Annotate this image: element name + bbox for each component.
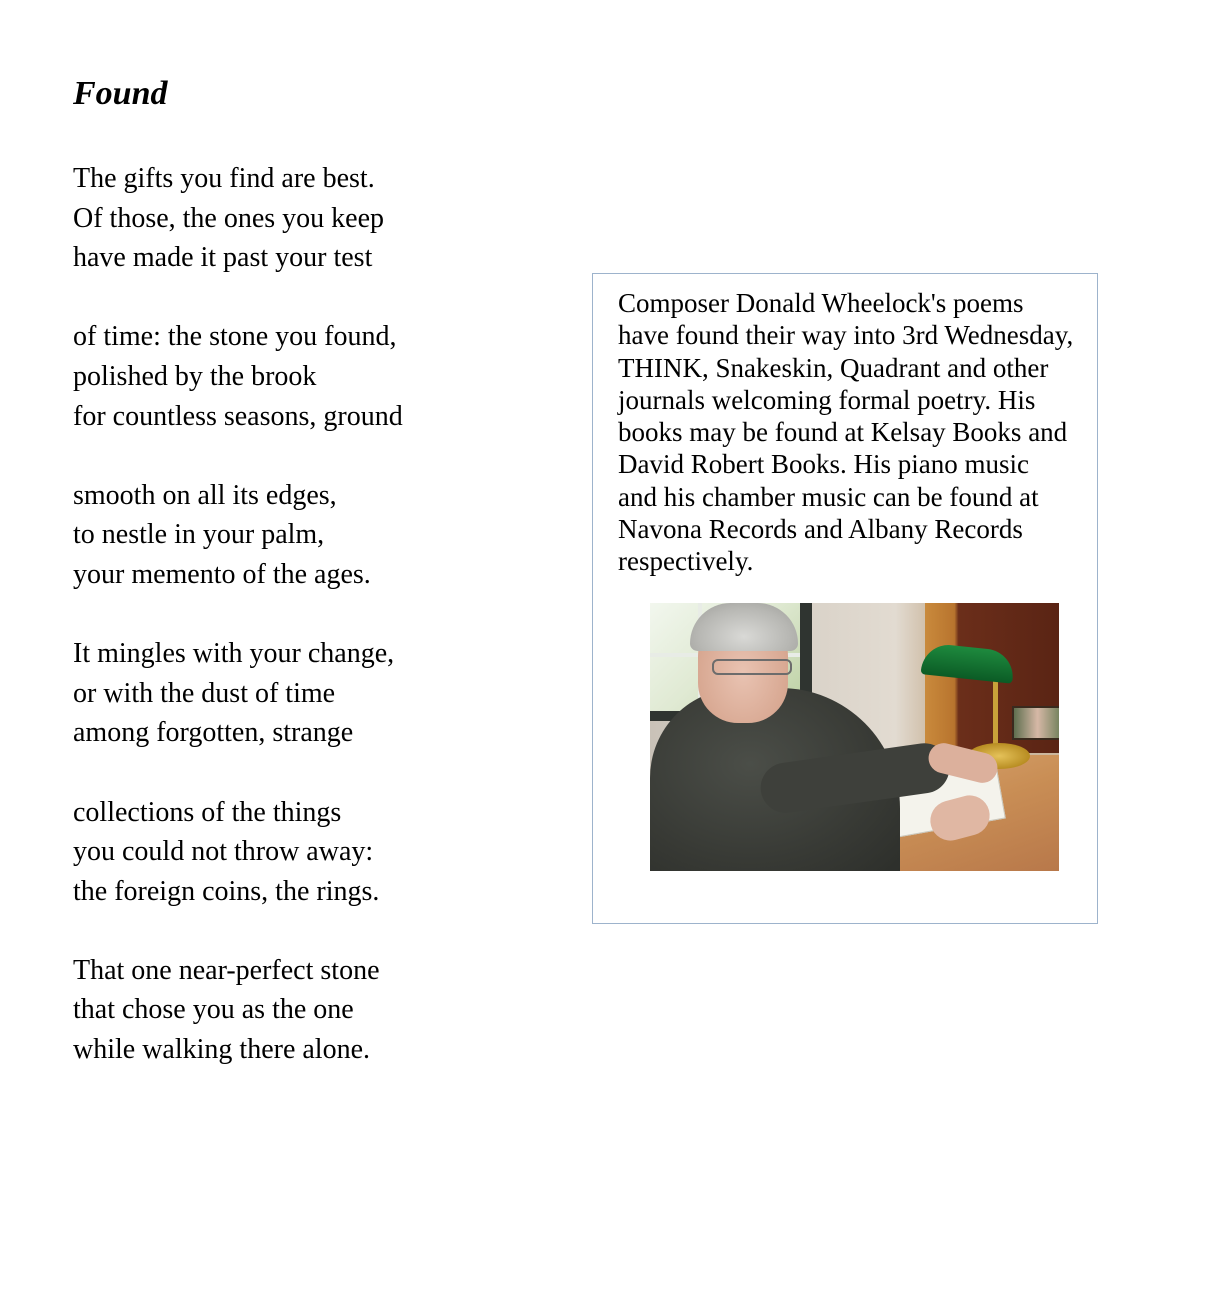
poem-line: polished by the brook bbox=[73, 360, 317, 392]
photo-picture-frame bbox=[1012, 706, 1059, 740]
bio-line: and his chamber music can be found at bbox=[618, 481, 1039, 512]
poem-line: have made it past your test bbox=[73, 242, 373, 274]
poem-line: Of those, the ones you keep bbox=[73, 202, 385, 234]
poem-line: among forgotten, strange bbox=[73, 717, 354, 749]
poem-line: That one near-perfect stone bbox=[73, 954, 380, 986]
poem-line: collections of the things bbox=[73, 796, 342, 828]
poem bbox=[73, 70, 553, 1070]
poem-line: for countless seasons, ground bbox=[73, 400, 403, 432]
stanza bbox=[73, 159, 553, 278]
photo-person-glasses bbox=[712, 659, 792, 675]
bio-line: books may be found at Kelsay Books and bbox=[618, 417, 1068, 448]
poem-line: to nestle in your palm, bbox=[73, 519, 325, 551]
author-photo bbox=[650, 603, 1059, 871]
stanza bbox=[73, 951, 553, 1070]
bio-line: Navona Records and Albany Records bbox=[618, 514, 1023, 545]
poem-title: Found bbox=[73, 75, 168, 112]
poem-line: the foreign coins, the rings. bbox=[73, 875, 380, 907]
bio-line: respectively. bbox=[618, 546, 754, 577]
poem-line: your memento of the ages. bbox=[73, 558, 371, 590]
poem-body bbox=[73, 159, 553, 1070]
photo-person-hair bbox=[690, 603, 798, 651]
stanza bbox=[73, 793, 553, 912]
poem-line: that chose you as the one bbox=[73, 994, 354, 1026]
poem-line: The gifts you find are best. bbox=[73, 163, 375, 194]
author-bio-box bbox=[592, 273, 1098, 924]
poem-line: It mingles with your change, bbox=[73, 638, 395, 670]
bio-line: journals welcoming formal poetry. His bbox=[618, 384, 1036, 415]
author-bio-text bbox=[618, 287, 1096, 578]
bio-line: THINK, Snakeskin, Quadrant and other bbox=[618, 352, 1049, 383]
stanza bbox=[73, 317, 553, 436]
poem-line: of time: the stone you found, bbox=[73, 321, 397, 353]
poem-line: or with the dust of time bbox=[73, 677, 336, 709]
stanza bbox=[73, 476, 553, 595]
bio-line: Composer Donald Wheelock's poems bbox=[618, 288, 1024, 318]
poem-line: while walking there alone. bbox=[73, 1034, 371, 1066]
poem-line: smooth on all its edges, bbox=[73, 479, 337, 511]
stanza bbox=[73, 634, 553, 753]
poem-line: you could not throw away: bbox=[73, 836, 374, 868]
photo-lamp-stem bbox=[993, 679, 998, 749]
bio-line: David Robert Books. His piano music bbox=[618, 449, 1029, 480]
bio-line: have found their way into 3rd Wednesday, bbox=[618, 320, 1074, 351]
